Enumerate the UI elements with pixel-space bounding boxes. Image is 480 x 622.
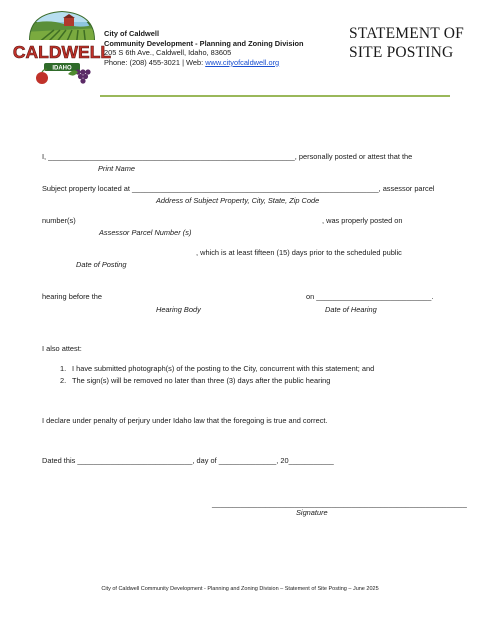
title-line-2: SITE POSTING bbox=[349, 44, 454, 61]
document-title bbox=[349, 24, 464, 62]
parcel-line-right: , was properly posted on bbox=[322, 216, 403, 225]
name-line: I, ____________________________________________________________, personally posted or attest that the bbox=[42, 152, 413, 161]
posting-date-line: , which is at least fifteen (15) days prior to the scheduled public bbox=[196, 248, 402, 257]
attest-item-number: 2. bbox=[60, 376, 67, 385]
hearing-line-left: hearing before the bbox=[42, 292, 102, 301]
attest-item-text: The sign(s) will be removed no later than three (3) days after the public hearing bbox=[72, 376, 331, 385]
header-divider bbox=[100, 95, 450, 97]
caldwell-logo bbox=[12, 8, 112, 88]
org-address: 205 S 6th Ave., Caldwell, Idaho, 83605 bbox=[104, 48, 232, 58]
address-line: Subject property located at ____________________________________________________________, assessor parcel bbox=[42, 184, 435, 193]
attest-heading: I also attest: bbox=[42, 344, 82, 353]
website-link[interactable]: www.cityofcaldwell.org bbox=[205, 57, 280, 67]
signature-line: ______________________________________________________________ bbox=[212, 499, 467, 508]
org-division: Community Development - Planning and Zoning Division bbox=[104, 38, 304, 48]
attest-item-number: 1. bbox=[60, 364, 67, 373]
parcel-line-left: number(s) bbox=[42, 216, 76, 225]
attest-item-text: I have submitted photograph(s) of the posting to the City, concurrent with this statement; and bbox=[72, 364, 375, 373]
signature-label: Signature bbox=[296, 508, 328, 517]
address-label: Address of Subject Property, City, State, Zip Code bbox=[156, 196, 320, 205]
print-name-label: Print Name bbox=[98, 164, 135, 173]
svg-text:IDAHO: IDAHO bbox=[52, 65, 72, 72]
page-footer: City of Caldwell Community Development - Planning and Zoning Division – Statement of Site Posting – June 2025 bbox=[101, 586, 379, 592]
dated-line: Dated this ____________________________, day of ______________, 20___________ bbox=[42, 456, 334, 465]
title-line-1: STATEMENT OF bbox=[349, 25, 464, 42]
org-phone: Phone: (208) 455-3021 | Web: bbox=[104, 57, 206, 67]
hearing-body-label: Hearing Body bbox=[156, 305, 201, 314]
svg-text:CALDWELL: CALDWELL bbox=[12, 42, 112, 62]
hearing-date-label: Date of Hearing bbox=[325, 305, 377, 314]
organization-info bbox=[104, 29, 304, 67]
hearing-line-right: on ____________________________. bbox=[306, 292, 434, 301]
posting-date-label: Date of Posting bbox=[76, 260, 127, 269]
parcel-label: Assessor Parcel Number (s) bbox=[99, 228, 192, 237]
declaration: I declare under penalty of perjury under Idaho law that the foregoing is true and correct. bbox=[42, 416, 328, 425]
org-name: City of Caldwell bbox=[104, 29, 160, 38]
